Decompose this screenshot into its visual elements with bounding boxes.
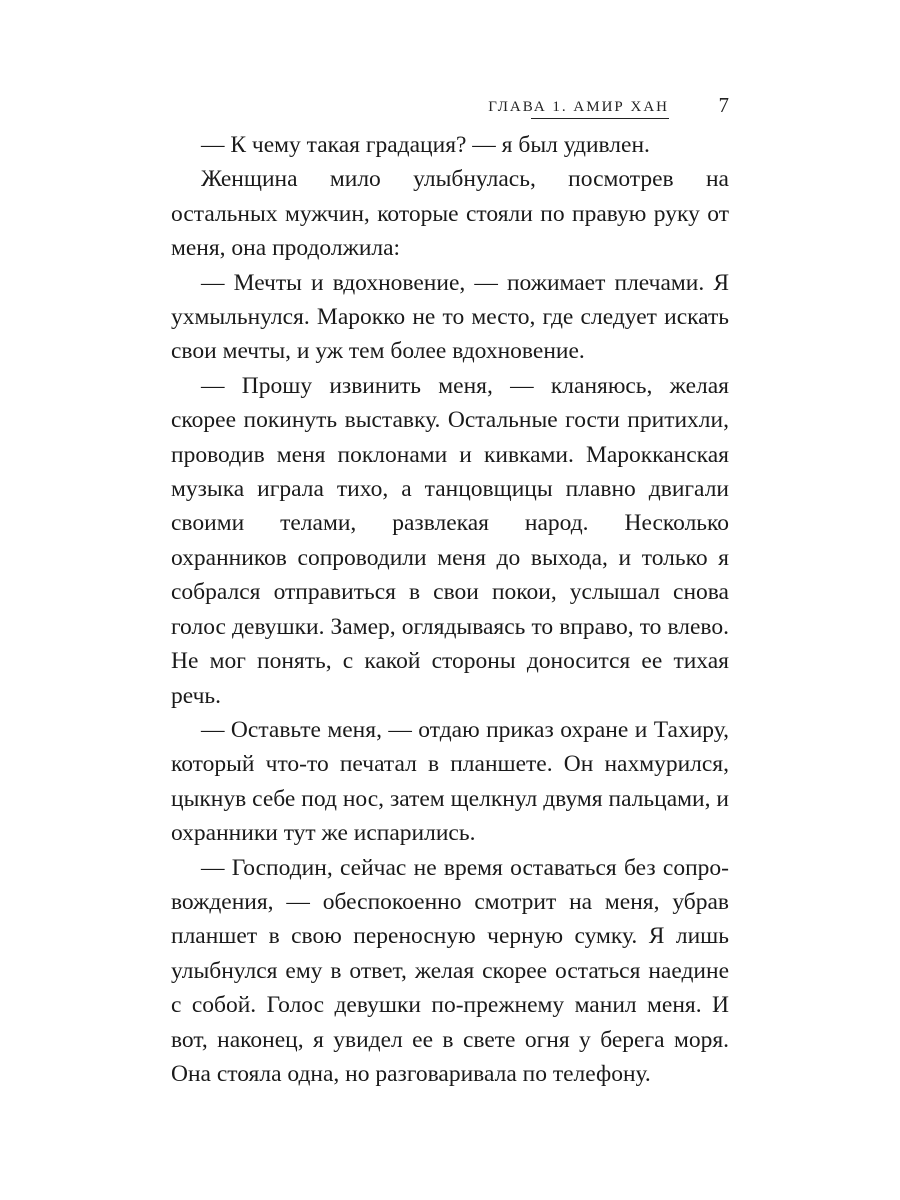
paragraph: — Оставьте меня, — отдаю приказ охране и Тахиру, который что-то печатал в планшете. Он нахмурился, цыкнув себе под нос, затем щелкнул двумя пальцами, и охранники тут же испарились. [171, 716, 729, 847]
paragraph: Женщина мило улыбнулась, посмотрев на остальных мужчин, которые стояли по правую руку от меня, она продолжила: [171, 166, 729, 262]
body-text [171, 128, 729, 1091]
paragraph: — Мечты и вдохновение, — пожимает плечами. Я ухмыльнулся. Марокко не то место, где следует искать свои мечты, и уж тем более вдохновение. [171, 269, 729, 365]
paragraph: — К чему такая градация? — я был удивлен. [201, 132, 650, 158]
paragraph: — Прошу извинить меня, — кланяюсь, желая скорее покинуть выставку. Остальные гости притихли, проводив меня поклонами и кивками. Марокканская музыка играла тихо, а танцовщицы плавно двигали своими телами, развлекая народ. Несколько охранников сопроводили меня до выхода, и только я собрался отправиться в свои покои, услышал снова голос девушки. Замер, оглядываясь то вправо, то влево. Не мог понять, с какой стороны доносится ее тихая речь. [171, 372, 729, 709]
chapter-title: ГЛАВА 1. АМИР ХАН [488, 99, 669, 115]
paragraph: — Господин, сейчас не время оставаться без сопровождения, — обеспокоенно смотрит на меня, убрав планшет в свою переносную черную сумку. Я лишь улыбнулся ему в ответ, желая скорее остаться наедине с собой. Голос девушки по-прежнему манил меня. И вот, наконец, я увидел ее в свете огня у берега моря. Она стояла одна, но разговаривала по телефону. [171, 854, 729, 1087]
running-head [171, 93, 729, 125]
page-number: 7 [718, 93, 729, 117]
header-underline [531, 118, 669, 119]
